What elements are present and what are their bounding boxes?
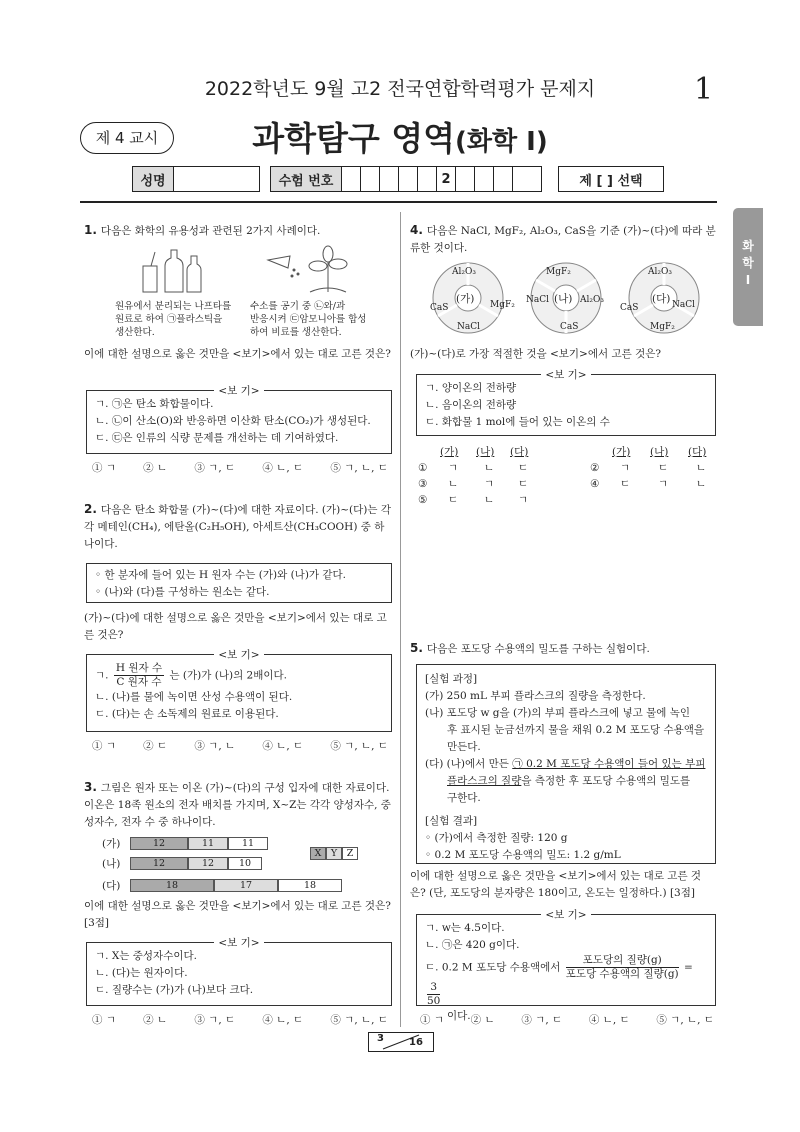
fraction: $\frac{\text{H 원자 수}}{\text{C 원자 수}}$ xyxy=(115,662,163,688)
result-line: ◦ (가)에서 측정한 질량: 120 g xyxy=(425,832,568,844)
procedure-step: 구한다. xyxy=(447,792,481,804)
header-rule xyxy=(80,201,717,203)
answer-option[interactable]: ① ㄱ xyxy=(420,1014,444,1026)
q4-bogi-box xyxy=(416,369,716,436)
q2-info-box xyxy=(86,563,392,603)
answer-option[interactable]: ① xyxy=(418,462,428,474)
q5-experiment-box xyxy=(416,664,716,864)
result-line: ◦ 0.2 M 포도당 수용액의 밀도: 1.2 g/mL xyxy=(425,849,621,861)
question-5 xyxy=(410,640,716,658)
side-tab-char: 학 xyxy=(742,256,754,270)
question-3 xyxy=(84,779,392,831)
caption-line: 원료로 하여 ㉠플라스틱을 xyxy=(115,314,223,325)
bar-y: 11 xyxy=(188,837,228,850)
legend-x: X xyxy=(310,847,326,860)
bar-y: 12 xyxy=(188,857,228,870)
circle-label: Al₂O₃ xyxy=(580,295,604,305)
caption-line: 반응시켜 ㉢암모니아를 합성 xyxy=(250,314,367,325)
bar-x: 18 xyxy=(130,879,214,892)
question-stem: 다음은 탄소 화합물 (가)~(다)에 대한 자료이다. (가)~(다)는 각각 메테인(CH₄), 에탄올(C₂H₅OH), 아세트산(CH₃COOH) 중 하나이다. xyxy=(84,504,391,550)
answer-option[interactable]: ③ ㄱ, ㄷ xyxy=(521,1014,563,1026)
answer-option[interactable]: ③ xyxy=(418,478,428,490)
answer-option[interactable]: ⑤ ㄱ, ㄴ, ㄷ xyxy=(330,740,388,752)
answer-option[interactable]: ④ ㄴ, ㄷ xyxy=(262,462,304,474)
name-label: 성명 xyxy=(133,167,174,191)
question-stem: 다음은 NaCl, MgF₂, Al₂O₃, CaS을 기준 (가)~(다)에 따라 분류한 것이다. xyxy=(410,225,716,254)
question-number: 5. xyxy=(410,641,423,655)
plastic-bottles-illustration xyxy=(135,244,215,296)
answer-option[interactable]: ② ㄴ xyxy=(143,1014,168,1026)
plant-fertilizer-illustration xyxy=(262,244,362,296)
bogi-label: <보 기> xyxy=(417,367,715,384)
question-stem: 그림은 원자 또는 이온 (가)~(다)의 구성 입자에 대한 자료이다. 이온은 18족 원소의 전자 배치를 가지며, X~Z는 각각 양성자수, 중성자수, 전자 수 중 하나이다. xyxy=(84,782,391,828)
bogi-label: <보 기> xyxy=(87,383,391,400)
answer-option[interactable]: ④ ㄴ, ㄷ xyxy=(262,740,304,752)
subject-name: 과학탐구 영역 xyxy=(252,119,456,158)
procedure-title: [실험 과정] xyxy=(425,673,478,685)
info-line: ◦ 한 분자에 들어 있는 H 원자 수는 (가)와 (나)가 같다. xyxy=(95,569,347,581)
q2-question: (가)~(다)에 대한 설명으로 옳은 것만을 <보기>에서 있는 대로 고른 것은? xyxy=(84,612,387,641)
fraction: $\frac{\text{포도당의 질량(g)}}{\text{포도당 수용액의 질량(g)}}$ xyxy=(565,954,679,980)
q1-right-caption xyxy=(250,300,380,339)
caption-line: 원유에서 분리되는 나프타를 xyxy=(115,301,232,312)
total-pages: 16 xyxy=(409,1037,423,1048)
row-label: (다) xyxy=(102,880,121,892)
row-label: (나) xyxy=(102,858,121,870)
statement: ㄱ. 양이온의 전하량 xyxy=(425,382,517,394)
circle-center-label: (가) xyxy=(456,293,475,305)
page-title: 2022학년도 9월 고2 전국연합학력평가 문제지 xyxy=(204,78,596,100)
exam-digit-cell[interactable] xyxy=(494,167,513,191)
table-header: (가) xyxy=(440,446,459,458)
answer-option[interactable]: ① ㄱ xyxy=(92,462,116,474)
answer-option[interactable]: ⑤ ㄱ, ㄴ, ㄷ xyxy=(330,462,388,474)
question-number: 2. xyxy=(84,502,97,516)
q1-left-caption xyxy=(115,300,240,339)
q1-bogi-box xyxy=(86,385,392,454)
exam-digit-cell[interactable] xyxy=(475,167,494,191)
table-header: (나) xyxy=(476,446,495,458)
q1-options xyxy=(92,460,388,475)
statement: ㄷ. (다)는 손 소독제의 원료로 이용된다. xyxy=(95,708,279,720)
name-input-cell[interactable] xyxy=(174,167,259,191)
q2-options xyxy=(92,738,388,753)
answer-option[interactable]: ④ ㄴ, ㄷ xyxy=(588,1014,630,1026)
legend-y: Y xyxy=(326,847,342,860)
question-number: 1. xyxy=(84,223,97,237)
circle-label: CaS xyxy=(430,303,449,313)
q3-particle-chart xyxy=(102,836,392,896)
exam-digit-cell[interactable] xyxy=(399,167,418,191)
row-label: (가) xyxy=(102,838,121,850)
statement: ㄷ. 0.2 M 포도당 수용액에서 $\frac{\text{포도당의 질량(g)}}{\text{포도당 수용액의 질량(g)}}$ = $\frac{3}{50}$ xyxy=(425,954,693,1007)
answer-option[interactable]: ② ㄷ xyxy=(143,740,168,752)
statement: ㄴ. ㉡이 산소(O)와 반응하면 이산화 탄소(CO₂)가 생성된다. xyxy=(95,415,371,427)
statement: ㄴ. (다)는 원자이다. xyxy=(95,967,188,979)
circle-center-label: (다) xyxy=(652,293,671,305)
circle-label: MgF₂ xyxy=(546,267,571,277)
answer-option[interactable]: ③ ㄱ, ㄷ xyxy=(194,462,236,474)
answer-option[interactable]: ③ ㄱ, ㄴ xyxy=(194,740,236,752)
circle-label: NaCl xyxy=(672,300,696,310)
statement: ㄷ. 질량수는 (가)가 (나)보다 크다. xyxy=(95,984,254,996)
circle-label: MgF₂ xyxy=(650,322,675,332)
choice-field[interactable] xyxy=(558,166,664,192)
circle-label: Al₂O₃ xyxy=(648,267,672,277)
question-4 xyxy=(410,222,716,257)
statement: 이다. xyxy=(447,1010,471,1022)
statement: ㄷ. ㉢은 인류의 식량 문제를 개선하는 데 기여하였다. xyxy=(95,432,339,444)
exam-digit-cell[interactable] xyxy=(361,167,380,191)
exam-digit-cell[interactable] xyxy=(456,167,475,191)
answer-option[interactable]: ① ㄱ xyxy=(92,1014,116,1026)
answer-option[interactable]: ⑤ xyxy=(418,494,428,506)
statement: ㄴ. (나)를 물에 녹이면 산성 수용액이 된다. xyxy=(95,691,293,703)
caption-line: 수소를 공기 중 ㉡와/과 xyxy=(250,301,346,312)
bar-z: 10 xyxy=(228,857,262,870)
q3-options xyxy=(92,1012,388,1027)
exam-digit-cell[interactable] xyxy=(380,167,399,191)
current-page: 3 xyxy=(377,1033,384,1044)
table-header: (나) xyxy=(650,446,669,458)
procedure-step: 만든다. xyxy=(447,741,481,753)
question-stem: 다음은 포도당 수용액의 밀도를 구하는 실험이다. xyxy=(426,643,650,655)
q1-question: 이에 대한 설명으로 옳은 것만을 <보기>에서 있는 대로 고른 것은? xyxy=(84,348,391,360)
page-counter xyxy=(368,1032,434,1052)
question-1 xyxy=(84,222,392,240)
legend-z: Z xyxy=(342,847,358,860)
statement: ㄱ. ㉠은 탄소 화합물이다. xyxy=(95,398,214,410)
page-number: 1 xyxy=(694,72,714,107)
q3-bogi-box xyxy=(86,937,392,1006)
session-label: 제 4 교시 xyxy=(80,122,174,154)
answer-option[interactable]: ⑤ ㄱ, ㄴ, ㄷ xyxy=(656,1014,714,1026)
question-number: 4. xyxy=(410,223,423,237)
circle-label: NaCl xyxy=(526,295,550,305)
answer-option[interactable]: ① ㄱ xyxy=(92,740,116,752)
subject-side-tab xyxy=(733,208,763,326)
side-tab-char: 화 xyxy=(742,239,754,253)
exam-number-field[interactable] xyxy=(270,166,542,192)
bar-y: 17 xyxy=(214,879,278,892)
column-divider xyxy=(400,212,401,1027)
name-field[interactable] xyxy=(132,166,260,192)
answer-option[interactable]: ③ ㄱ, ㄷ xyxy=(194,1014,236,1026)
statement: ㄱ. X는 중성자수이다. xyxy=(95,950,197,962)
exam-digit-cell[interactable] xyxy=(513,167,531,191)
fraction: $\frac{3}{50}$ xyxy=(427,981,441,1007)
bogi-label: <보 기> xyxy=(87,935,391,952)
procedure-step: 플라스크의 질량을 측정한 후 포도당 수용액의 밀도를 xyxy=(447,775,691,787)
q5-options xyxy=(420,1012,714,1027)
bar-z: 11 xyxy=(228,837,268,850)
question-stem: 다음은 화학의 유용성과 관련된 2가지 사례이다. xyxy=(100,225,321,237)
circle-label: Al₂O₃ xyxy=(452,267,476,277)
circle-center-label: (나) xyxy=(554,293,573,305)
answer-option[interactable]: ② xyxy=(590,462,600,474)
question-2 xyxy=(84,501,392,553)
table-header: (다) xyxy=(688,446,707,458)
exam-digit-cell[interactable] xyxy=(418,167,437,191)
statement: ㄱ. $\frac{\text{H 원자 수}}{\text{C 원자 수}}$ 는 (가)가 (나)의 2배이다. xyxy=(95,662,287,688)
subject-paren: (화학 Ⅰ) xyxy=(455,127,548,157)
circle-label: CaS xyxy=(560,322,579,332)
q2-bogi-box xyxy=(86,649,392,732)
table-header: (가) xyxy=(612,446,631,458)
exam-digit-cell[interactable] xyxy=(342,167,361,191)
answer-option[interactable]: ② ㄴ xyxy=(143,462,168,474)
circle-label: CaS xyxy=(620,303,639,313)
statement: ㄴ. 음이온의 전하량 xyxy=(425,399,517,411)
question-number: 3. xyxy=(84,780,97,794)
subject-title xyxy=(0,113,800,160)
bar-z: 18 xyxy=(278,879,342,892)
statement: ㄷ. 화합물 1 mol에 들어 있는 이온의 수 xyxy=(425,416,610,428)
q4-question: (가)~(다)로 가장 적절한 것을 <보기>에서 고른 것은? xyxy=(410,348,662,360)
q4-option-table: (가) (나) (다) (가) (나) (다) ① ㄱ ㄴ ㄷ ② ㄱ ㄷ ㄴ ③ ㄴ ㄱ ㄷ ④ ㄷ ㄱ ㄴ ⑤ ㄷ ㄴ ㄱ xyxy=(418,446,707,506)
q5-question: 이에 대한 설명으로 옳은 것만을 <보기>에서 있는 대로 고른 것은? (단, 포도당의 분자량은 180이고, 온도는 일정하다.) [3점] xyxy=(410,870,702,899)
procedure-step: (가) 250 mL 부피 플라스크의 질량을 측정한다. xyxy=(425,690,646,702)
answer-option[interactable]: ④ xyxy=(590,478,600,490)
bar-x: 12 xyxy=(130,837,188,850)
info-line: ◦ (나)와 (다)를 구성하는 원소는 같다. xyxy=(95,586,270,598)
circle-label: MgF₂ xyxy=(490,300,515,310)
procedure-step: 후 표시된 눈금선까지 물을 채워 0.2 M 포도당 수용액을 xyxy=(447,724,705,736)
caption-line: 생산한다. xyxy=(115,327,155,338)
exam-number-label: 수험 번호 xyxy=(271,167,342,191)
bar-x: 12 xyxy=(130,857,188,870)
side-tab-char: Ⅰ xyxy=(745,273,751,287)
answer-option[interactable]: ④ ㄴ, ㄷ xyxy=(262,1014,304,1026)
procedure-step: (나) 포도당 w g을 (가)의 부피 플라스크에 넣고 물에 녹인 xyxy=(425,707,690,719)
procedure-step: (다) (나)에서 만든 ㉠ 0.2 M 포도당 수용액이 들어 있는 부피 xyxy=(425,758,706,770)
answer-option[interactable]: ⑤ ㄱ, ㄴ, ㄷ xyxy=(330,1014,388,1026)
choice-label: 제 [ ] 선택 xyxy=(559,167,663,191)
q3-question: 이에 대한 설명으로 옳은 것만을 <보기>에서 있는 대로 고른 것은? [3점] xyxy=(84,900,391,929)
statement: ㄱ. w는 4.5이다. xyxy=(425,922,505,934)
statement: ㄴ. ㉠은 420 g이다. xyxy=(425,939,520,951)
exam-digit-fixed: 2 xyxy=(437,167,456,191)
answer-option[interactable]: ② ㄴ xyxy=(470,1014,495,1026)
caption-line: 하여 비료를 생산한다. xyxy=(250,327,342,338)
circle-label: NaCl xyxy=(457,322,481,332)
bogi-label: <보 기> xyxy=(417,907,715,924)
result-title: [실험 결과] xyxy=(425,815,478,827)
bogi-label: <보 기> xyxy=(87,647,391,664)
table-header: (다) xyxy=(510,446,529,458)
